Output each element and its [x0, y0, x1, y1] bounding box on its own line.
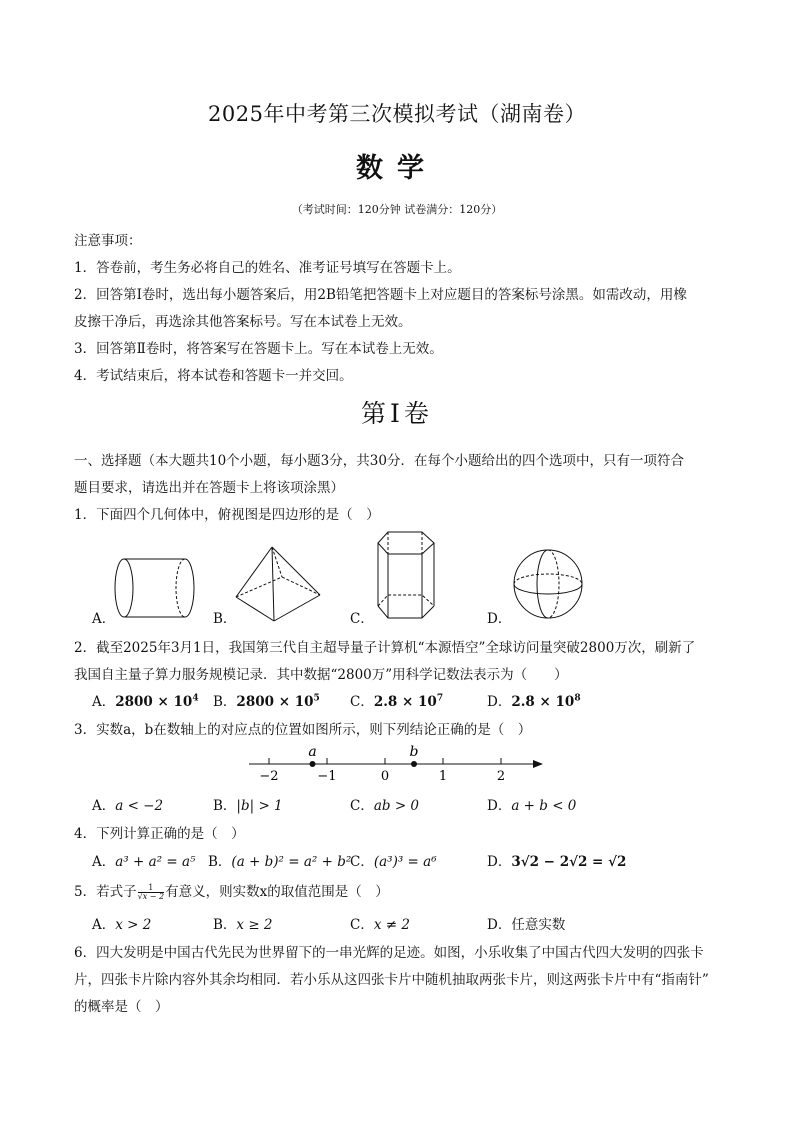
fraction-denominator: √x − 2 — [137, 892, 165, 901]
option-label: D． — [487, 694, 512, 710]
option-value: ab > 0 — [373, 798, 420, 814]
option-label: B． — [213, 917, 237, 933]
q3-option-a — [92, 794, 163, 814]
sphere-figure — [510, 547, 590, 623]
note-item: 4．考试结束后，将本试卷和答题卡一并交回。 — [74, 368, 353, 384]
option-value: x > 2 — [115, 917, 152, 933]
option-label: C． — [350, 854, 374, 870]
note-item: 3．回答第Ⅱ卷时，将答案写在答题卡上。写在本试卷上无效。 — [74, 341, 443, 357]
q2-option-c — [350, 690, 443, 710]
axis-arrow-icon — [533, 760, 543, 768]
option-label: D． — [487, 798, 512, 814]
q5-option-c — [350, 913, 410, 933]
notes-heading: 注意事项： — [74, 233, 142, 249]
q1-option-a: A． — [92, 611, 116, 627]
option-value: a + b < 0 — [511, 798, 577, 814]
q5-option-a — [92, 913, 151, 933]
option-value: 任意实数 — [511, 917, 566, 933]
option-label: A． — [92, 694, 116, 710]
q5-stem-post: 有意义，则实数x的取值范围是（ ） — [165, 884, 389, 900]
option-value: (a³)³ = a⁶ — [373, 854, 437, 870]
note-item: 皮擦干净后，再选涂其他答案标号。写在本试卷上无效。 — [74, 314, 412, 330]
q1-option-d: D． — [487, 611, 512, 627]
exam-timing: （考试时间：120分钟 试卷满分：120分） — [291, 203, 503, 216]
exam-title: 2025年中考第三次模拟考试（湖南卷） — [208, 102, 586, 126]
option-exponent: 4 — [192, 693, 199, 704]
option-value: 2.8 × 10 — [511, 694, 575, 710]
q2-option-b — [213, 690, 320, 710]
option-label: A． — [92, 917, 116, 933]
subject-title: 数学 — [356, 153, 438, 184]
option-value: 2.8 × 10 — [373, 694, 437, 710]
q1-option-c: C． — [350, 611, 374, 627]
q2-option-d — [487, 690, 581, 710]
option-value: (a + b)² = a² + b² — [231, 854, 352, 870]
q2-stem: 我国自主量子算力服务规模记录．其中数据“2800万”用科学记数法表示为（ ） — [74, 667, 568, 683]
q4-option-a — [92, 850, 195, 870]
option-label: D． — [487, 917, 512, 933]
option-label: B． — [213, 798, 237, 814]
option-value: x ≠ 2 — [373, 917, 410, 933]
option-label: B． — [213, 694, 237, 710]
section-intro: 一、选择题（本大题共10个小题，每小题3分，共30分．在每个小题给出的四个选项中，只有一项符合 — [74, 453, 684, 469]
option-label: C． — [350, 694, 374, 710]
q4-stem: 4．下列计算正确的是（ ） — [74, 826, 245, 842]
axis-tick-label: −1 — [317, 769, 337, 784]
option-value: a < −2 — [115, 798, 164, 814]
section-title: 第Ⅰ卷 — [361, 399, 433, 428]
q5-option-d — [487, 913, 565, 933]
q3-option-b — [213, 794, 283, 814]
q2-option-a — [92, 690, 199, 710]
option-exponent: 8 — [574, 693, 581, 704]
note-item: 2．回答第Ⅰ卷时，选出每小题答案后，用2B铅笔把答题卡上对应题目的答案标号涂黑。如需改动，用橡 — [74, 287, 687, 303]
pyramid-figure — [234, 545, 324, 625]
q6-stem: 6．四大发明是中国古代先民为世界留下的一串光辉的足迹。如图，小乐收集了中国古代四大发明的四张卡 — [74, 945, 704, 961]
axis-tick-label: 2 — [496, 769, 506, 784]
q6-stem: 的概率是（ ） — [74, 999, 169, 1015]
point-b-marker — [411, 761, 417, 767]
q3-stem: 3．实数a，b在数轴上的对应点的位置如图所示，则下列结论正确的是（ ） — [74, 722, 532, 738]
q5-stem — [74, 880, 389, 901]
option-label: A． — [92, 798, 116, 814]
q5-stem-pre: 5．若式子 — [74, 884, 137, 900]
q6-stem: 片，四张卡片除内容外其余均相同．若小乐从这四张卡片中随机抽取两张卡片，则这两张卡片中有“指南针” — [74, 972, 709, 988]
axis-tick-label: 0 — [380, 769, 390, 784]
axis-tick-label: −2 — [259, 769, 279, 784]
point-b-label: b — [409, 744, 419, 760]
q5-fraction — [138, 884, 165, 901]
q4-option-c — [350, 850, 437, 870]
axis-tick-label: 1 — [438, 769, 448, 784]
fraction-numerator: 1 — [138, 884, 165, 893]
option-value: 3√2 − 2√2 = √2 — [511, 854, 627, 870]
option-value: x ≥ 2 — [236, 917, 273, 933]
q2-stem: 2．截至2025年3月1日，我国第三代自主超导量子计算机“本源悟空”全球访问量突破2800万次，刷新了 — [74, 640, 696, 656]
option-value: |b| > 1 — [236, 798, 283, 814]
option-label: A． — [92, 854, 116, 870]
q4-option-b — [208, 850, 351, 870]
option-value: a³ + a² = a⁵ — [115, 854, 196, 870]
option-label: B． — [208, 854, 232, 870]
q1-stem: 1．下面四个几何体中，俯视图是四边形的是（ ） — [74, 507, 380, 523]
option-exponent: 5 — [313, 693, 320, 704]
note-item: 1．答卷前，考生务必将自己的姓名、准考证号填写在答题卡上。 — [74, 260, 461, 276]
point-a-marker — [310, 761, 316, 767]
q4-option-d — [487, 850, 626, 870]
cylinder-figure — [112, 555, 202, 625]
number-line-figure — [245, 740, 555, 790]
option-value: 2800 × 10 — [115, 694, 193, 710]
q3-option-c — [350, 794, 419, 814]
option-label: D． — [487, 854, 512, 870]
option-exponent: 7 — [436, 693, 444, 704]
q3-option-d — [487, 794, 576, 814]
section-intro: 题目要求，请选出并在答题卡上将该项涂黑） — [74, 480, 344, 496]
q5-option-b — [213, 913, 273, 933]
option-value: 2800 × 10 — [236, 694, 314, 710]
option-label: C． — [350, 917, 374, 933]
hexagonal-prism-figure — [370, 528, 440, 628]
q1-option-b: B． — [213, 611, 237, 627]
point-a-label: a — [308, 744, 317, 760]
option-label: C． — [350, 798, 374, 814]
